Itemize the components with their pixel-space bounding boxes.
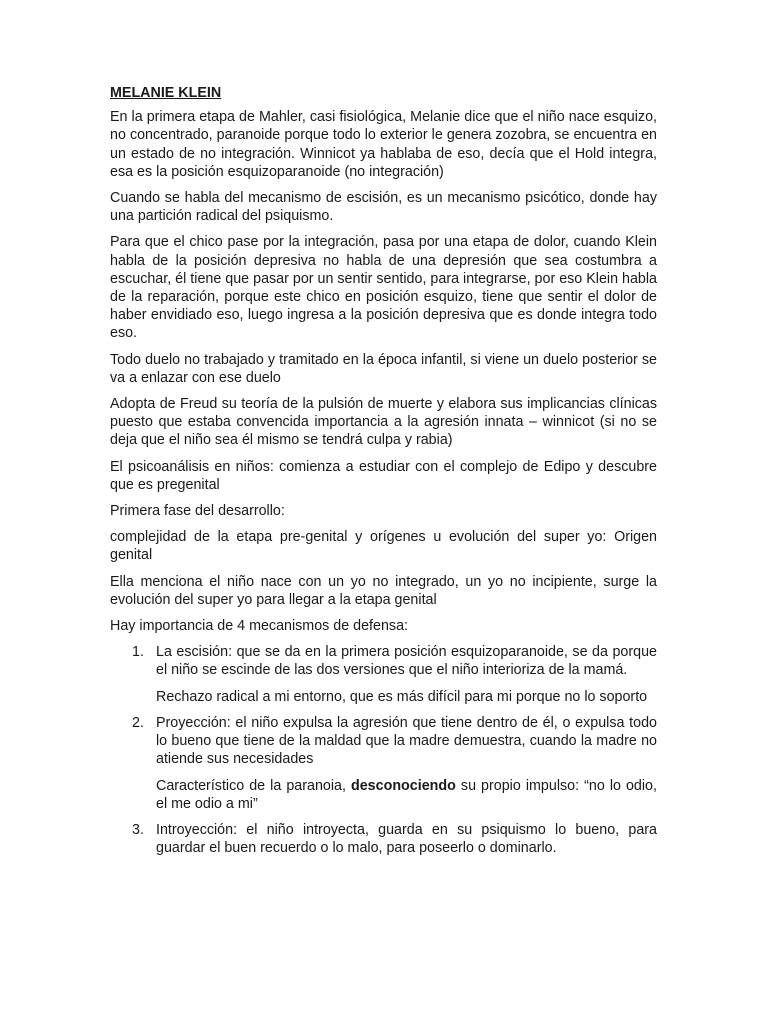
list-item: [110, 643, 657, 706]
list-item-note: Rechazo radical a mi entorno, que es más difícil para mi porque no lo soporto: [156, 688, 648, 705]
list-item: [110, 821, 657, 857]
paragraph: El psicoanálisis en niños: comienza a estudiar con el complejo de Edipo y descubre que es pregenital: [110, 458, 657, 493]
list-item-text: Proyección: el niño expulsa la agresión que tiene dentro de él, o expulsa todo lo bueno que tiene de la maldad que la madre demuestra, cuando la madre no atiende sus necesidades: [156, 714, 657, 768]
list-item-note: [156, 777, 657, 813]
paragraph: Todo duelo no trabajado y tramitado en la época infantil, si viene un duelo posterior se va a enlazar con ese duelo: [110, 351, 657, 386]
list-number: 1.: [132, 644, 144, 661]
defense-mechanisms-list: [110, 643, 657, 857]
note-text: su propio impulso: “no lo odio, el me odio a mi”: [156, 777, 657, 812]
list-item-text: La escisión: que se da en la primera posición esquizoparanoide, se da porque el niño se escinde de las dos versiones que el niño interioriza de la mamá.: [156, 644, 657, 679]
document-title: MELANIE KLEIN: [110, 85, 222, 101]
paragraph: complejidad de la etapa pre-genital y orígenes u evolución del super yo: Origen genital: [110, 529, 657, 564]
list-item: [110, 714, 657, 813]
paragraph: Primera fase del desarrollo:: [110, 503, 285, 520]
paragraph: Para que el chico pase por la integración, pasa por una etapa de dolor, cuando Klein habla de la posición depresiva no habla de una depresión que sea costumbra a escuchar, él tiene que pasar por un sentir sentido, para integrarse, por eso Klein habla de la reparación, porque este chico en posición esquizo, tiene que sentir el dolor de haber envidiado eso, luego ingresa a la posición depresiva que es donde integra todo eso.: [110, 234, 657, 342]
paragraph: Hay importancia de 4 mecanismos de defensa:: [110, 618, 409, 635]
note-text: Característico de la paranoia,: [156, 777, 351, 794]
paragraph: Cuando se habla del mecanismo de escisión, es un mecanismo psicótico, donde hay una partición radical del psiquismo.: [110, 190, 657, 225]
list-number: 3.: [132, 821, 144, 838]
paragraph: En la primera etapa de Mahler, casi fisiológica, Melanie dice que el niño nace esquizo, no concentrado, paranoide porque todo lo exterior le genera zozobra, se encuentra en un estado de no integración. Winnicot ya hablaba de eso, decía que el Hold integra, esa es la posición esquizoparanoide (no integración): [110, 109, 657, 180]
list-number: 2.: [132, 714, 144, 731]
paragraph: Adopta de Freud su teoría de la pulsión de muerte y elabora sus implicancias clínicas puesto que estaba convencida importancia a la agresión innata – winnicot (si no se deja que el niño sea él mismo se tendrá culpa y rabia): [110, 396, 657, 449]
document-page: [110, 84, 657, 865]
paragraph: Ella menciona el niño nace con un yo no integrado, un yo no incipiente, surge la evolución del super yo para llegar a la etapa genital: [110, 573, 657, 608]
emphasis-text: desconociendo: [351, 777, 456, 794]
list-item-text: Introyección: el niño introyecta, guarda en su psiquismo lo bueno, para guardar el buen recuerdo o lo malo, para poseerlo o dominarlo.: [156, 821, 657, 857]
